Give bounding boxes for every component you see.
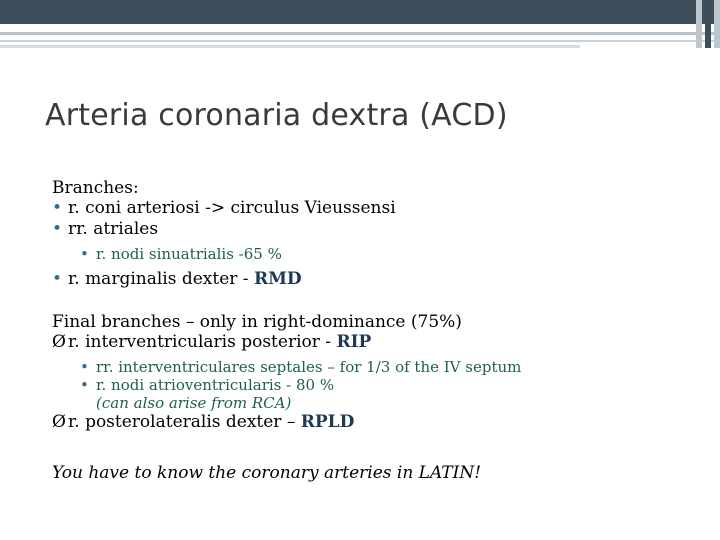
list-item: [52, 219, 712, 239]
branch-text: r. interventricularis posterior -: [68, 331, 337, 352]
sub-list-item: [52, 358, 712, 376]
list-item: [52, 269, 712, 289]
branch-text: r. coni arteriosi -> circulus Vieussensi: [68, 198, 396, 219]
list-item: [52, 198, 712, 218]
sub-branch-text: r. nodi sinuatrialis -65 %: [96, 245, 282, 264]
acronym: RMD: [253, 269, 302, 290]
branch-text: r. marginalis dexter -: [68, 269, 254, 290]
final-branches-heading: Final branches – only in right-dominance (75%): [52, 311, 462, 332]
list-item: [52, 332, 712, 352]
corner-decoration: [688, 0, 720, 48]
sub-list-item: [52, 376, 712, 394]
header-bar: [0, 0, 720, 24]
list-item: [52, 412, 712, 432]
header-line: [0, 40, 720, 42]
slide-title: Arteria coronaria dextra (ACD): [45, 98, 508, 133]
sub-branch-note: (can also arise from RCA): [96, 394, 292, 413]
acronym: RPLD: [300, 412, 355, 433]
sub-list-item: [52, 245, 712, 263]
header-line: [0, 32, 720, 35]
branch-text: r. posterolateralis dexter –: [68, 412, 301, 433]
branches-heading: Branches:: [52, 178, 139, 198]
bullet-icon: •: [52, 269, 63, 290]
sub-branch-text: rr. interventriculares septales – for 1/3 of the IV septum: [96, 358, 522, 377]
acronym: RIP: [336, 331, 372, 352]
arrow-icon: Ø: [52, 412, 66, 433]
bullet-icon: •: [80, 376, 89, 395]
sub-branch-text: r. nodi atrioventricularis - 80 %: [96, 376, 335, 395]
header-line: [0, 45, 580, 48]
bullet-icon: •: [52, 218, 63, 239]
footer-note: You have to know the coronary arteries in LATIN!: [52, 462, 482, 483]
bullet-icon: •: [52, 198, 63, 219]
bullet-icon: •: [80, 245, 89, 264]
bullet-icon: •: [80, 358, 89, 377]
branch-text: rr. atriales: [68, 218, 159, 239]
slide-body: [52, 178, 712, 483]
arrow-icon: Ø: [52, 331, 66, 352]
